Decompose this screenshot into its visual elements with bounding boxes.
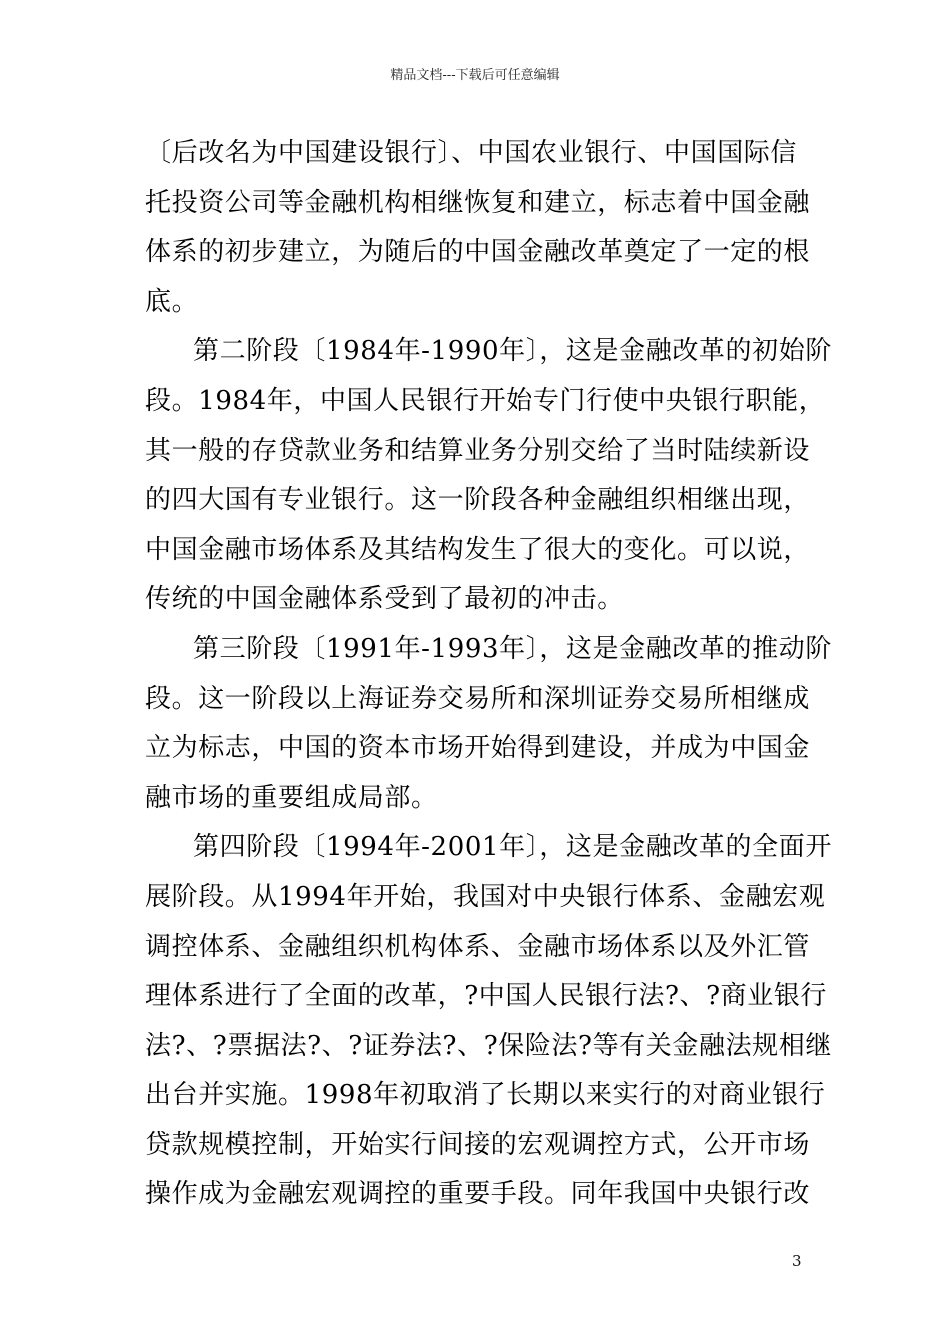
text-line: 法?、?票据法?、?证券法?、?保险法?等有关金融法规相继	[145, 1030, 832, 1061]
page-header: 精品文档---下载后可任意编辑	[390, 68, 560, 83]
text-line: 展阶段。从1994年开始，我国对中央银行体系、金融宏观	[145, 881, 826, 912]
text-line: 调控体系、金融组织机构体系、金融市场体系以及外汇管	[145, 931, 811, 962]
text-line: 立为标志，中国的资本市场开始得到建设，并成为中国金	[145, 733, 811, 764]
text-line: 段。1984年，中国人民银行开始专门行使中央银行职能，	[145, 385, 826, 416]
text-line: 底。	[145, 286, 199, 317]
text-line: 其一般的存贷款业务和结算业务分别交给了当时陆续新设	[145, 435, 811, 466]
paragraph	[145, 329, 832, 627]
paragraph	[145, 627, 832, 825]
paragraph	[145, 825, 832, 1222]
text-line: 第四阶段〔1994年-2001年〕，这是金融改革的全面开	[193, 832, 832, 863]
text-line: 托投资公司等金融机构相继恢复和建立，标志着中国金融	[145, 187, 811, 218]
text-line: 的四大国有专业银行。这一阶段各种金融组织相继出现，	[145, 485, 811, 516]
text-line: 贷款规模控制，开始实行间接的宏观调控方式，公开市场	[145, 1129, 811, 1160]
text-line: 理体系进行了全面的改革，?中国人民银行法?、?商业银行	[145, 981, 828, 1012]
text-line: 操作成为金融宏观调控的重要手段。同年我国中央银行改	[145, 1179, 811, 1210]
paragraph	[145, 131, 811, 329]
text-line: 第三阶段〔1991年-1993年〕，这是金融改革的推动阶	[193, 633, 832, 664]
document-body	[145, 131, 832, 1222]
text-line: 段。这一阶段以上海证券交易所和深圳证券交易所相继成	[145, 683, 811, 714]
text-line: 体系的初步建立，为随后的中国金融改革奠定了一定的根	[145, 237, 811, 268]
text-line: 中国金融市场体系及其结构发生了很大的变化。可以说，	[145, 534, 811, 565]
text-line: 〔后改名为中国建设银行〕、中国农业银行、中国国际信	[145, 138, 798, 168]
text-line: 第二阶段〔1984年-1990年〕，这是金融改革的初始阶	[193, 336, 832, 367]
page-number: 3	[792, 1252, 802, 1270]
text-line: 融市场的重要组成局部。	[145, 782, 438, 813]
text-line: 出台并实施。1998年初取消了长期以来实行的对商业银行	[145, 1080, 826, 1111]
text-line: 传统的中国金融体系受到了最初的冲击。	[145, 584, 624, 615]
